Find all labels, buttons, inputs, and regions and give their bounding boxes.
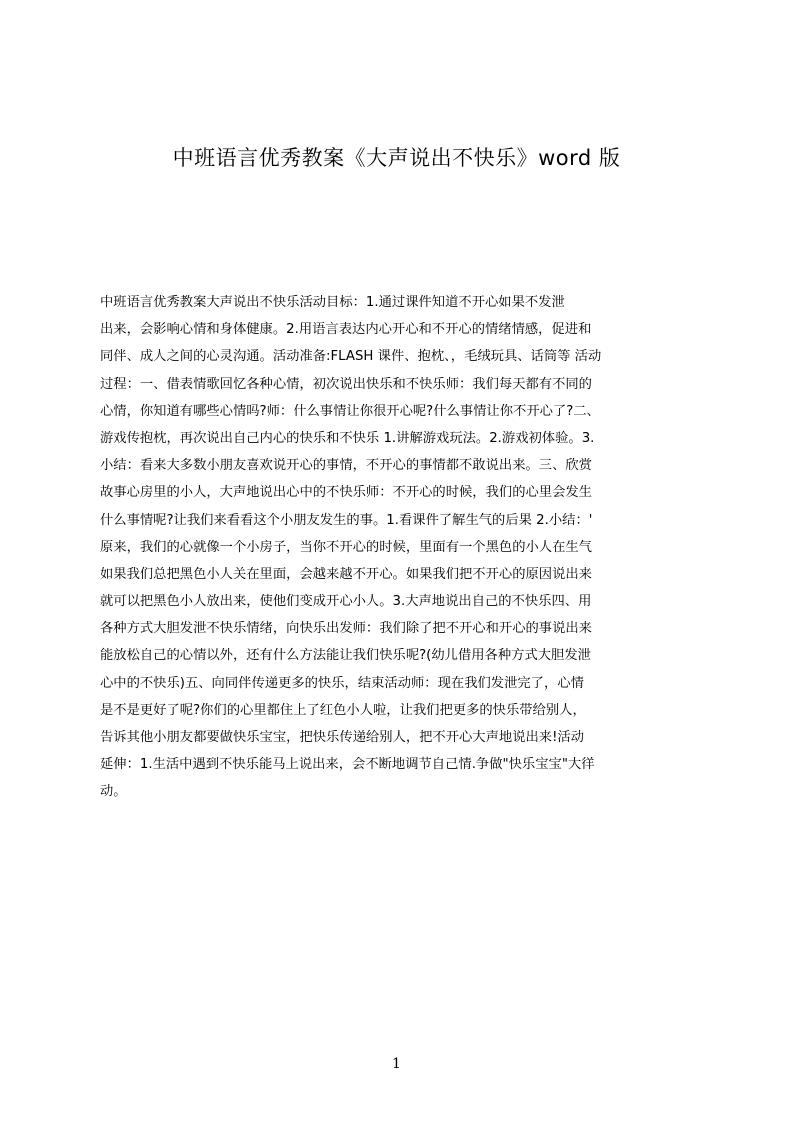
page-number: 1 — [392, 1056, 401, 1072]
body-line: 什么事情呢?让我们来看看这个小朋友发生的事。1.看课件了解生气的后果 2.小结：' — [100, 512, 593, 528]
body-line: 告诉其他小朋友都要做快乐宝宝，把快乐传递给别人，把不开心大声地说出来!活动 — [100, 730, 585, 745]
body-line: 心情，你知道有哪些心情吗?师：什么事情让你很开心呢?什么事情让你不开心了?二、 — [100, 403, 600, 419]
body-line: 就可以把黑色小人放出来，使他们变成开心小人。3.大声地说出自己的不快乐四、用 — [100, 594, 592, 610]
body-line: 游戏传抱枕，再次说出自己内心的快乐和不快乐 1.讲解游戏玩法。2.游戏初体验。3. — [100, 430, 595, 446]
body-line: 原来，我们的心就像一个小房子，当你不开心的时候，里面有一个黑色的小人在生气 — [100, 539, 592, 555]
body-line: 是不是更好了呢?你们的心里都住上了红色小人啦，让我们把更多的快乐带给别人， — [100, 702, 586, 718]
body-line: 出来，会影响心情和身体健康。2.用语言表达内心开心和不开心的情绪情感，促进和 — [100, 322, 592, 338]
body-line: 如果我们总把黑色小人关在里面，会越来越不开心。如果我们把不开心的原因说出来 — [100, 566, 592, 582]
body-line: 同伴、成人之间的心灵沟通。活动准备:FLASH 课件、抱枕、，毛绒玩具、话筒等 活动 — [100, 349, 602, 365]
body-line: 小结：看来大多数小朋友喜欢说开心的事情，不开心的事情都不敢说出来。三、欣赏 — [100, 458, 592, 474]
body-line: 心中的不快乐)五、向同伴传递更多的快乐，结束活动师：现在我们发泄完了，心情 — [100, 675, 584, 691]
body-line: 能放松自己的心情以外，还有什么方法能让我们快乐呢?(幼儿借用各种方式大胆发泄 — [100, 648, 591, 664]
document-title: 中班语言优秀教案《大声说出不快乐》word 版 — [172, 146, 621, 170]
body-line: 动。 — [100, 784, 127, 800]
body-line: 过程：一、借表情歌回忆各种心情，初次说出快乐和不快乐师：我们每天都有不同的 — [100, 376, 592, 392]
body-line: 延伸：1.生活中遇到不快乐能马上说出来，会不断地调节自己情.争做"快乐宝宝"大徉 — [100, 757, 595, 773]
document-body — [100, 289, 698, 806]
body-line: 故事心房里的小人，大声地说出心中的不快乐师：不开心的时候，我们的心里会发生 — [100, 485, 592, 501]
body-line: 各种方式大胆发泄不快乐情绪，向快乐出发师：我们除了把不开心和开心的事说出来 — [100, 621, 592, 637]
body-line: 中班语言优秀教案大声说出不快乐活动目标：1.通过课件知道不开心如果不发泄 — [100, 295, 565, 310]
